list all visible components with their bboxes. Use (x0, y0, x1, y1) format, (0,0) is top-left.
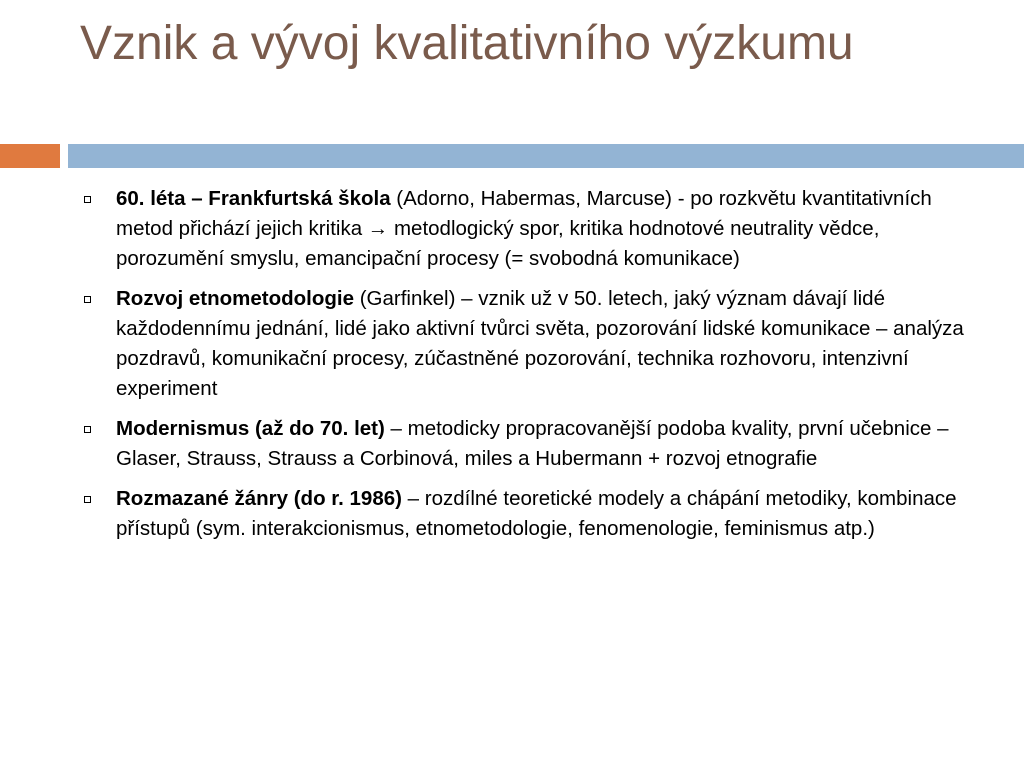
square-bullet-icon (84, 496, 91, 503)
bullet-text: – metodicky propracovanější podoba kvality, první učebnice – Glaser, Strauss, Strauss a Corbinová, miles a Hubermann + rozvoj etnografie (116, 417, 949, 470)
square-bullet-icon (84, 426, 91, 433)
bullet-list (0, 184, 1024, 554)
bullet-text: – rozdílné teoretické modely a chápání metodiky, kombinace přístupů (sym. interakcionismus, etnometodologie, fenomenologie, feminismus atp.) (116, 487, 957, 540)
bullet-item (116, 284, 974, 404)
bullet-text: (Adorno, Habermas, Marcuse) - po rozkvětu kvantitativních metod přichází jejich kritika → metodlogický spor, kritika hodnotové neutrality vědce, porozumění smyslu, emancipační procesy (= svobodná komunikace) (116, 187, 932, 270)
slide-title: Vznik a vývoj kvalitativního výzkumu (80, 17, 854, 70)
title-divider-bar (68, 144, 1024, 168)
square-bullet-icon (84, 296, 91, 303)
bullet-lead: Modernismus (až do 70. let) (116, 417, 385, 440)
bullet-item (116, 184, 974, 274)
bullet-item (116, 484, 974, 544)
bullet-text: (Garfinkel) – vznik už v 50. letech, jaký význam dávají lidé každodennímu jednání, lidé jako aktivní tvůrci světa, pozorování lidské komunikace – analýza pozdravů, komunikační procesy, zúčastněné pozorování, technika rozhovoru, intenzivní experiment (116, 287, 964, 400)
bullet-lead: 60. léta – Frankfurtská škola (116, 187, 391, 210)
bullet-item (116, 414, 974, 474)
title-accent-bar (0, 144, 60, 168)
bullet-lead: Rozmazané žánry (do r. 1986) (116, 487, 402, 510)
bullet-lead: Rozvoj etnometodologie (116, 287, 355, 310)
square-bullet-icon (84, 196, 91, 203)
